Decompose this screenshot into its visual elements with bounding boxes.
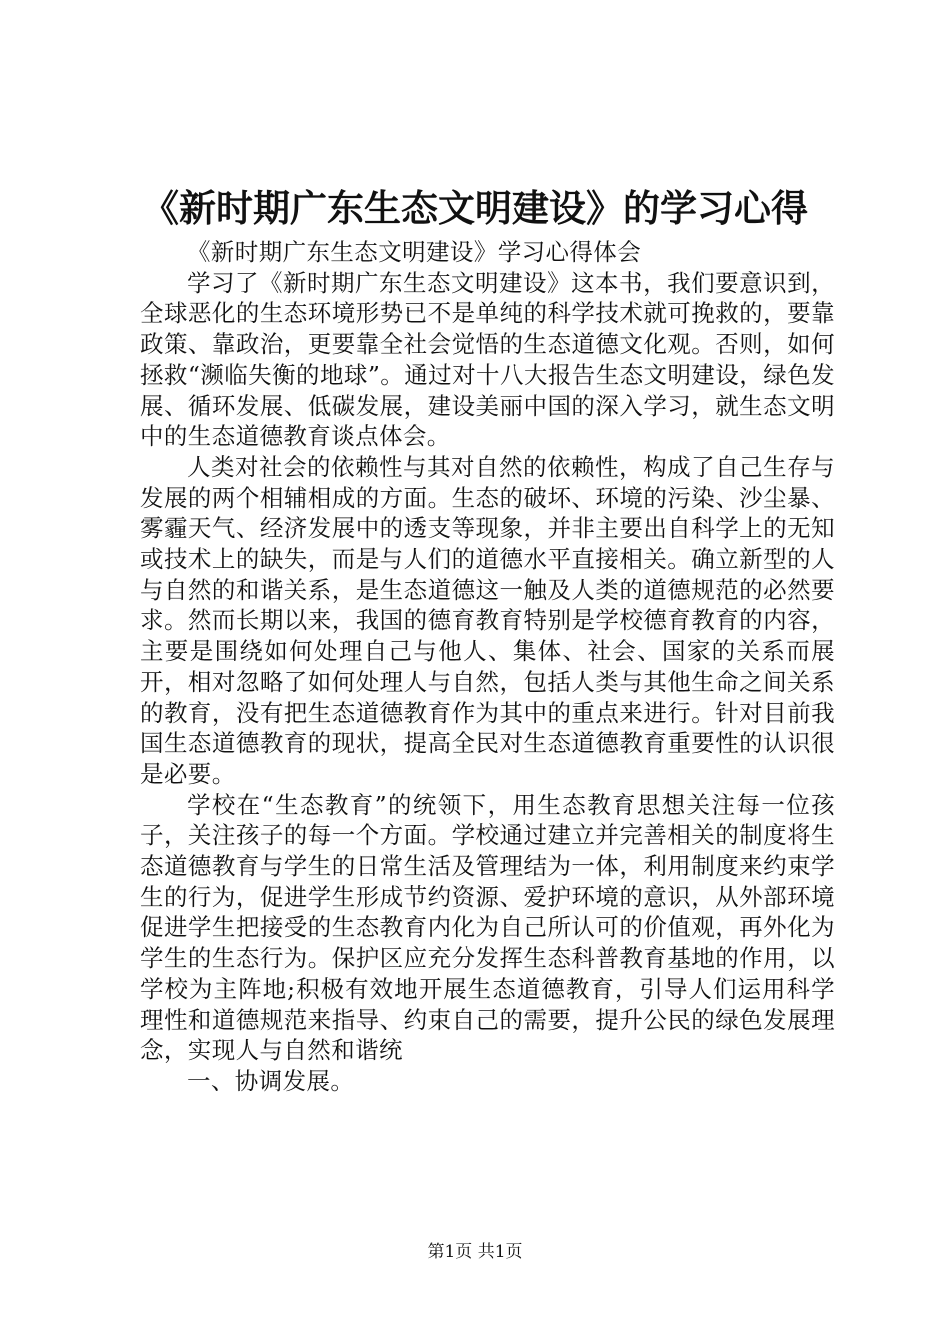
subtitle-paragraph: 《新时期广东生态文明建设》学习心得体会 <box>187 238 642 266</box>
page-number-footer: 第1页 共1页 <box>427 1242 523 1262</box>
section-heading-paragraph: 一、协调发展。 <box>187 1066 355 1095</box>
body-paragraph-1: 学习了《新时期广东生态文明建设》这本书，我们要意识到，全球恶化的生态环境形势已不是单纯的科学技术就可挽救的，要靠政策、靠政治，更要靠全社会觉悟的生态道德文化观。否则，如何拯救“濒临失衡的地球”。通过对十八大报告生态文明建设，绿色发展、循环发展、低碳发展，建设美丽中国的深入学习，就生态文明中的生态道德教育谈点体会。 <box>140 268 835 451</box>
document-title: 《新时期广东生态文明建设》的学习心得 <box>142 186 808 230</box>
document-body <box>140 237 835 1097</box>
body-paragraph-2: 人类对社会的依赖性与其对自然的依赖性，构成了自己生存与发展的两个相辅相成的方面。生态的破坏、环境的污染、沙尘暴、雾霾天气、经济发展中的透支等现象，并非主要出自科学上的无知或技术上的缺失，而是与人们的道德水平直接相关。确立新型的人与自然的和谐关系，是生态道德这一触及人类的道德规范的必然要求。然而长期以来，我国的德育教育特别是学校德育教育的内容，主要是围绕如何处理自己与他人、集体、社会、国家的关系而展开，相对忽略了如何处理人与自然，包括人类与其他生命之间关系的教育，没有把生态道德教育作为其中的重点来进行。针对目前我国生态道德教育的现状，提高全民对生态道德教育重要性的认识很是必要。 <box>140 452 835 788</box>
body-paragraph-3: 学校在“生态教育”的统领下，用生态教育思想关注每一位孩子，关注孩子的每一个方面。学校通过建立并完善相关的制度将生态道德教育与学生的日常生活及管理结为一体，利用制度来约束学生的行为，促进学生形成节约资源、爱护环境的意识，从外部环境促进学生把接受的生态教育内化为自己所认可的价值观，再外化为学生的生态行为。保护区应充分发挥生态科普教育基地的作用，以学校为主阵地;积极有效地开展生态道德教育，引导人们运用科学理性和道德规范来指导、约束自己的需要，提升公民的绿色发展理念，实现人与自然和谐统 <box>140 790 835 1065</box>
